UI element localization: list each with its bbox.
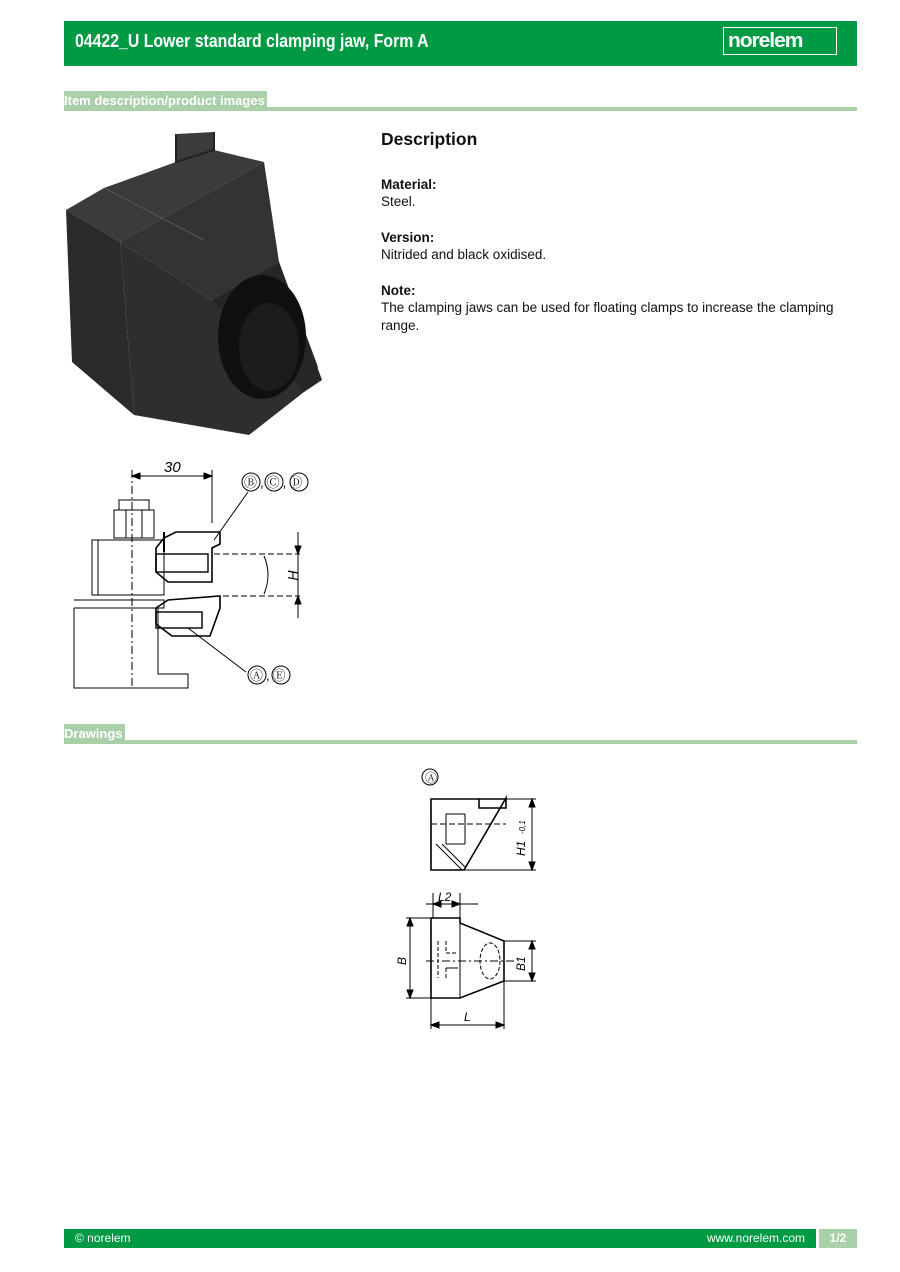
page-header (64, 21, 857, 66)
footer-website-link[interactable]: www.norelem.com (706, 1231, 805, 1245)
page-number: 1/2 (816, 1229, 857, 1248)
material-field (381, 176, 861, 211)
page-footer (64, 1229, 857, 1248)
dim-30: 30 (164, 459, 181, 476)
section-label: Drawings (64, 724, 125, 744)
clamping-schematic (64, 448, 324, 698)
callout-ae: Ⓐ,Ⓔ (250, 668, 289, 683)
version-value: Nitrided and black oxidised. (381, 247, 547, 262)
dim-h: H (285, 570, 301, 581)
section-drawings (64, 724, 857, 744)
norelem-logo (723, 27, 837, 55)
callout-bcd: Ⓑ,Ⓒ,Ⓓ (244, 475, 306, 490)
page-title: 04422_U Lower standard clamping jaw, Form A (75, 31, 429, 51)
material-label: Material: (381, 177, 437, 192)
view-a-label: Ⓐ (425, 771, 438, 785)
note-value: The clamping jaws can be used for floating clamps to increase the clamping range. (381, 300, 834, 333)
version-field (381, 229, 861, 264)
description-block (381, 128, 861, 353)
section-item-description (64, 91, 857, 111)
logo-text: norelem (728, 30, 803, 52)
dim-h1-tolerance: -0,1 (518, 820, 527, 834)
dim-b: B (395, 956, 409, 965)
product-photo (64, 122, 324, 442)
footer-copyright: © norelem (75, 1231, 131, 1245)
note-field (381, 282, 861, 335)
drawing-top-view (386, 883, 546, 1033)
dim-b1: B1 (514, 956, 528, 971)
section-label: Item description/product images (64, 91, 267, 111)
note-label: Note: (381, 283, 416, 298)
dim-l2: L2 (438, 890, 452, 904)
version-label: Version: (381, 230, 435, 245)
drawing-side-view (386, 764, 546, 879)
description-heading: Description (381, 129, 478, 149)
dim-l: L (464, 1010, 471, 1024)
dim-h1: H1 (514, 840, 528, 856)
material-value: Steel. (381, 194, 416, 209)
